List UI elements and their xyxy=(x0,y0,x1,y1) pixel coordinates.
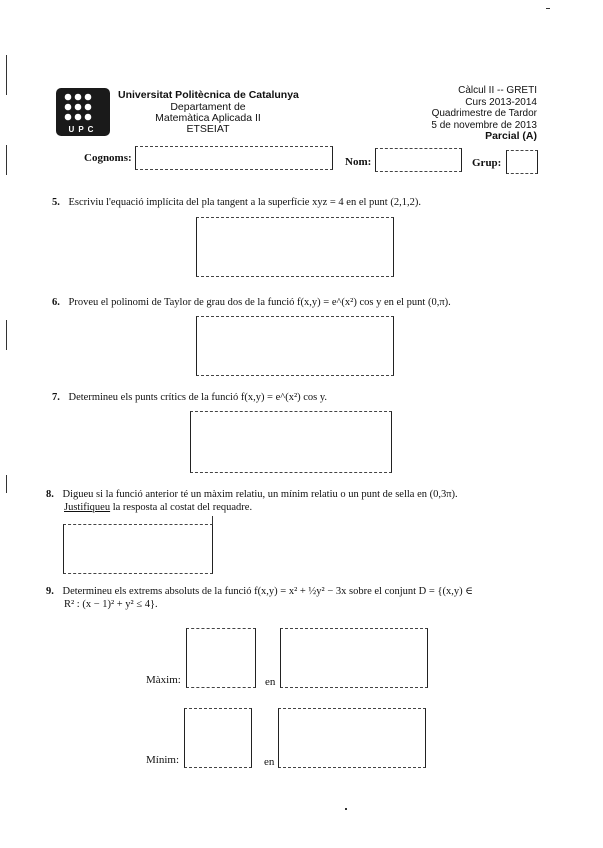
logo-text: UPC xyxy=(68,125,98,134)
question-text: Digueu si la funció anterior té un màxim relatiu, un mínim relatiu o un punt de sella en (0,3π). xyxy=(62,489,458,500)
margin-mark xyxy=(6,475,7,493)
upc-logo xyxy=(56,88,110,136)
term: Quadrimestre de Tardor xyxy=(431,108,537,119)
max-label: Màxim: xyxy=(146,674,181,686)
surnames-field[interactable] xyxy=(135,146,333,170)
max-point-box[interactable] xyxy=(280,628,428,688)
question-number: 7. xyxy=(52,392,60,403)
question-number: 5. xyxy=(52,197,60,208)
page-mark xyxy=(546,8,550,9)
school-name: ETSEIAT xyxy=(186,123,230,135)
answer-box-8[interactable] xyxy=(63,524,213,574)
margin-mark xyxy=(6,320,7,350)
max-value-box[interactable] xyxy=(186,628,256,688)
exam-type: Parcial (A) xyxy=(485,130,537,142)
min-label: Mínim: xyxy=(146,754,180,766)
question-text: Determineu els punts crítics de la funció f(x,y) = e^(x²) cos y. xyxy=(68,392,328,403)
min-value-box[interactable] xyxy=(184,708,252,768)
department-line1: Departament de xyxy=(170,101,246,113)
exam-date: 5 de novembre de 2013 xyxy=(431,119,537,131)
answer-box-6[interactable] xyxy=(196,316,394,376)
question-8 xyxy=(46,488,566,514)
question-9 xyxy=(46,585,566,611)
question-6 xyxy=(52,296,552,309)
university-name: Universitat Politècnica de Catalunya xyxy=(118,89,299,101)
margin-mark xyxy=(6,55,7,95)
question-text: Proveu el polinomi de Taylor de grau dos de la funció f(x,y) = e^(x²) cos y en el punt (0,π). xyxy=(68,297,451,308)
question-7 xyxy=(52,391,552,404)
surnames-label: Cognoms: xyxy=(84,152,132,164)
department-block xyxy=(118,102,298,135)
group-label: Grup: xyxy=(472,157,502,169)
max-at-label: en xyxy=(265,676,276,688)
academic-year: Curs 2013-2014 xyxy=(465,96,537,108)
page-mark xyxy=(345,808,347,810)
course-block xyxy=(337,85,537,143)
name-label: Nom: xyxy=(345,156,372,168)
question-text-continued: la resposta al costat del requadre. xyxy=(110,502,253,513)
question-number: 9. xyxy=(46,586,54,597)
question-number: 8. xyxy=(46,489,54,500)
question-text: Escriviu l'equació implícita del pla tangent a la superfície xyz = 4 en el punt (2,1,2). xyxy=(68,197,421,208)
question-text-continued: R² : (x − 1)² + y² ≤ 4}. xyxy=(64,599,158,610)
margin-mark xyxy=(6,145,7,175)
min-at-label: en xyxy=(264,756,275,768)
course-name: Càlcul II -- GRETI xyxy=(458,85,537,96)
answer-box-5[interactable] xyxy=(196,217,394,277)
margin-mark xyxy=(212,516,213,524)
name-field[interactable] xyxy=(375,148,462,172)
question-text: Determineu els extrems absoluts de la funció f(x,y) = x² + ½y² − 3x sobre el conjunt D = {(x,y) ∈ xyxy=(62,586,473,597)
department-line2: Matemàtica Aplicada II xyxy=(155,112,261,124)
question-5 xyxy=(52,196,552,209)
min-point-box[interactable] xyxy=(278,708,426,768)
group-field[interactable] xyxy=(506,150,538,174)
justify-word: Justifiqueu xyxy=(64,502,111,513)
answer-box-7[interactable] xyxy=(190,411,392,473)
question-number: 6. xyxy=(52,297,60,308)
